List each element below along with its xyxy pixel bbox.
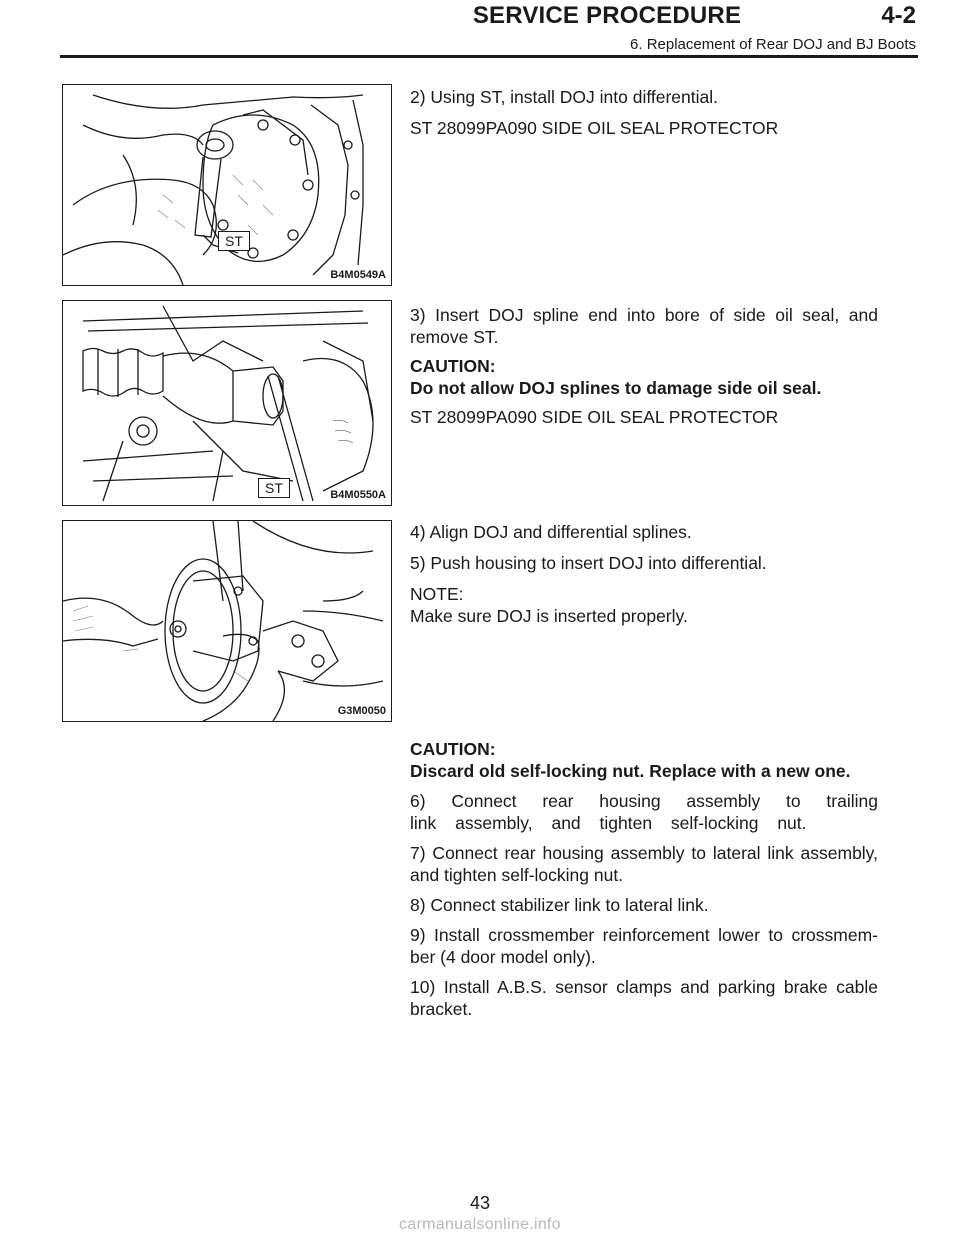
figure-id-1: B4M0549A <box>330 269 386 281</box>
step-3-caution-label: CAUTION: <box>410 356 496 376</box>
step-9-text: 9) Install crossmember reinforcement lower to crossmem-ber (4 door model only). <box>410 925 878 967</box>
step-2-st: ST 28099PA090 SIDE OIL SEAL PROTECTOR <box>410 118 779 138</box>
steps-4-5-block <box>410 521 878 627</box>
steps-6-10-block <box>410 738 878 1020</box>
header-rule <box>60 55 918 58</box>
step-3-caution-text: Do not allow DOJ splines to damage side oil seal. <box>410 378 822 398</box>
step-6-text: 6) Connect rear housing assembly to trailing link assembly, and tighten self-locking nut. <box>410 791 878 833</box>
section-number: 4-2 <box>881 2 916 29</box>
figure-b4m0549a <box>62 84 392 286</box>
st-callout-1: ST <box>218 231 250 251</box>
caution-2-label: CAUTION: <box>410 739 496 759</box>
figure-id-3: G3M0050 <box>337 705 386 717</box>
note-label: NOTE: <box>410 584 464 604</box>
figure-g3m0050-illustration <box>63 521 392 722</box>
st-callout-2: ST <box>258 478 290 498</box>
step-3-st: ST 28099PA090 SIDE OIL SEAL PROTECTOR <box>410 407 779 427</box>
step-10-text: 10) Install A.B.S. sensor clamps and parking brake cable bracket. <box>410 977 878 1019</box>
section-subtitle: 6. Replacement of Rear DOJ and BJ Boots <box>630 36 916 53</box>
step-3-text: 3) Insert DOJ spline end into bore of side oil seal, and remove ST. <box>410 305 878 347</box>
watermark: carmanualsonline.info <box>399 1216 561 1233</box>
step-2-block <box>410 86 878 139</box>
step-4-text: 4) Align DOJ and differential splines. <box>410 522 692 542</box>
page-number: 43 <box>469 1193 491 1213</box>
page-title: SERVICE PROCEDURE <box>472 2 742 29</box>
step-3-block <box>410 304 878 428</box>
step-8-text: 8) Connect stabilizer link to lateral link. <box>410 895 709 915</box>
figure-g3m0050 <box>62 520 392 722</box>
step-5-text: 5) Push housing to insert DOJ into differential. <box>410 553 767 573</box>
figure-b4m0550a-illustration <box>63 301 392 506</box>
figure-b4m0550a <box>62 300 392 506</box>
step-2-text: 2) Using ST, install DOJ into differential. <box>410 87 719 107</box>
figure-id-2: B4M0550A <box>330 489 386 501</box>
caution-2-text: Discard old self-locking nut. Replace with a new one. <box>410 761 851 781</box>
note-text: Make sure DOJ is inserted properly. <box>410 606 688 626</box>
step-7-text: 7) Connect rear housing assembly to lateral link assembly, and tighten self-locking nut. <box>410 843 878 885</box>
figure-b4m0549a-illustration <box>63 85 392 286</box>
